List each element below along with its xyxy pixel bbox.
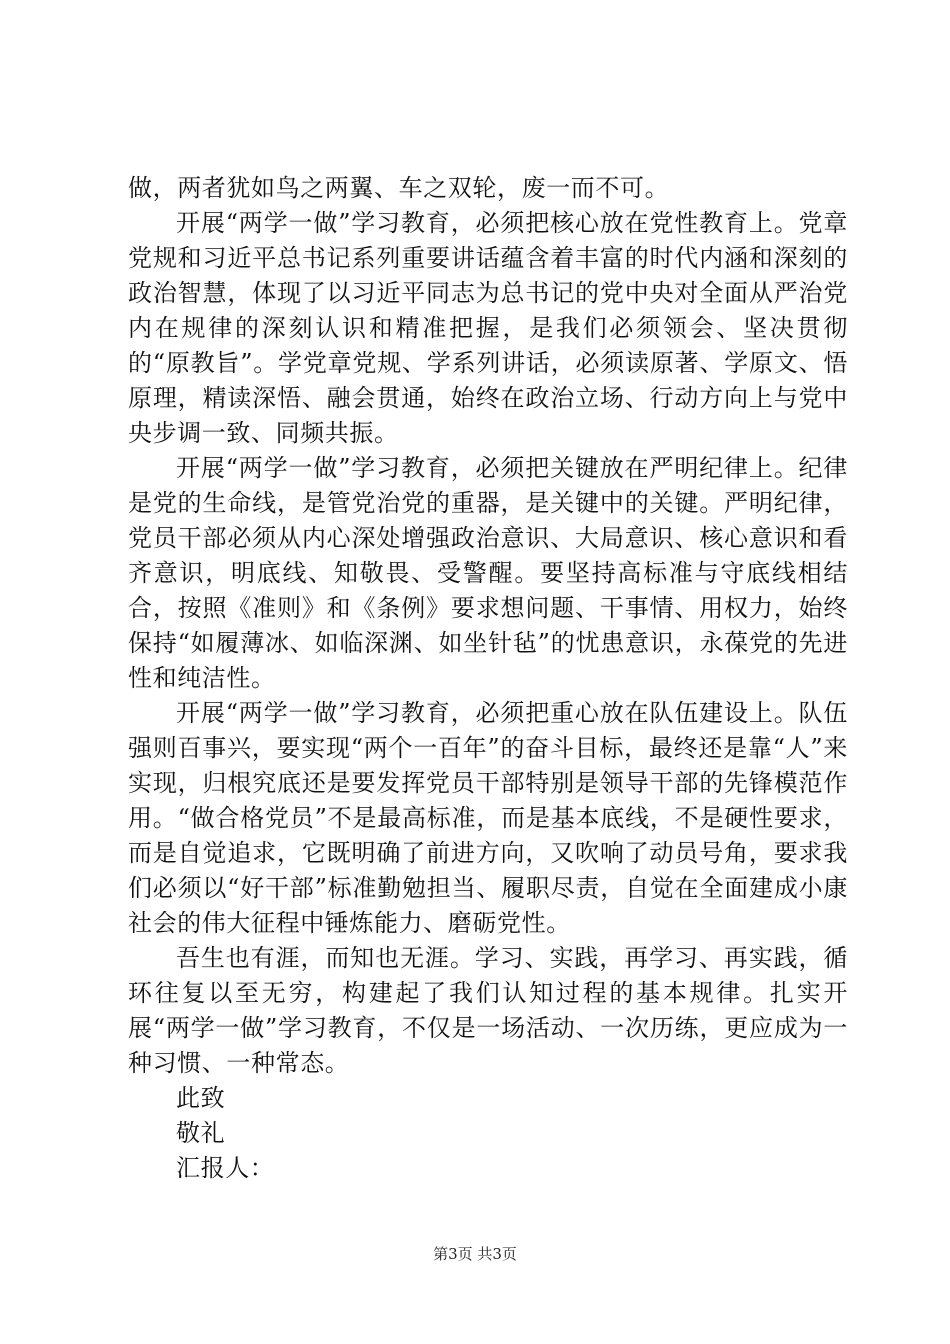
paragraph-party-spirit: 开展“两学一做”学习教育，必须把核心放在党性教育上。党章党规和习近平总书记系列重要讲话蕴含着丰富的时代内涵和深刻的政治智慧，体现了以习近平同志为总书记的党中央对全面从严治党内在规律的深刻认识和精准把握，是我们必须领会、坚决贯彻的“原教旨”。学党章党规、学系列讲话，必须读原著、学原文、悟原理，精读深悟、融会贯通，始终在政治立场、行动方向上与党中央步调一致、同频共振。 xyxy=(128,209,848,447)
closing-regards: 敬礼 xyxy=(176,1119,226,1147)
page-number-footer: 第3页 共3页 xyxy=(433,1245,517,1263)
paragraph-team-building: 开展“两学一做”学习教育，必须把重心放在队伍建设上。队伍强则百事兴，要实现“两个一百年”的奋斗目标，最终还是靠“人”来实现，归根究底还是要发挥党员干部特别是领导干部的先锋模范作用。“做合格党员”不是最高标准，而是基本底线，不是硬性要求，而是自觉追求，它既明确了前进方向，又吹响了动员号角，要求我们必须以“好干部”标准勤勉担当、履职尽责，自觉在全面建成小康社会的伟大征程中锤炼能力、磨砺党性。 xyxy=(128,699,848,937)
closing-salutation: 此致 xyxy=(176,1084,226,1112)
paragraph-discipline: 开展“两学一做”学习教育，必须把关键放在严明纪律上。纪律是党的生命线，是管党治党的重器，是关键中的关键。严明纪律，党员干部必须从内心深处增强政治意识、大局意识、核心意识和看齐意识，明底线、知敬畏、受警醒。要坚持高标准与守底线相结合，按照《准则》和《条例》要求想问题、干事情、用权力，始终保持“如履薄冰、如临深渊、如坐针毡”的忧患意识，永葆党的先进性和纯洁性。 xyxy=(128,454,848,692)
paragraph-continuation: 做，两者犹如鸟之两翼、车之双轮，废一而不可。 xyxy=(128,174,670,202)
reporter-label: 汇报人： xyxy=(176,1154,275,1182)
document-body xyxy=(128,171,848,1186)
paragraph-conclusion: 吾生也有涯，而知也无涯。学习、实践，再学习、再实践，循环往复以至无穷，构建起了我们认知过程的基本规律。扎实开展“两学一做”学习教育，不仅是一场活动、一次历练，更应成为一种习惯、一种常态。 xyxy=(128,944,848,1077)
